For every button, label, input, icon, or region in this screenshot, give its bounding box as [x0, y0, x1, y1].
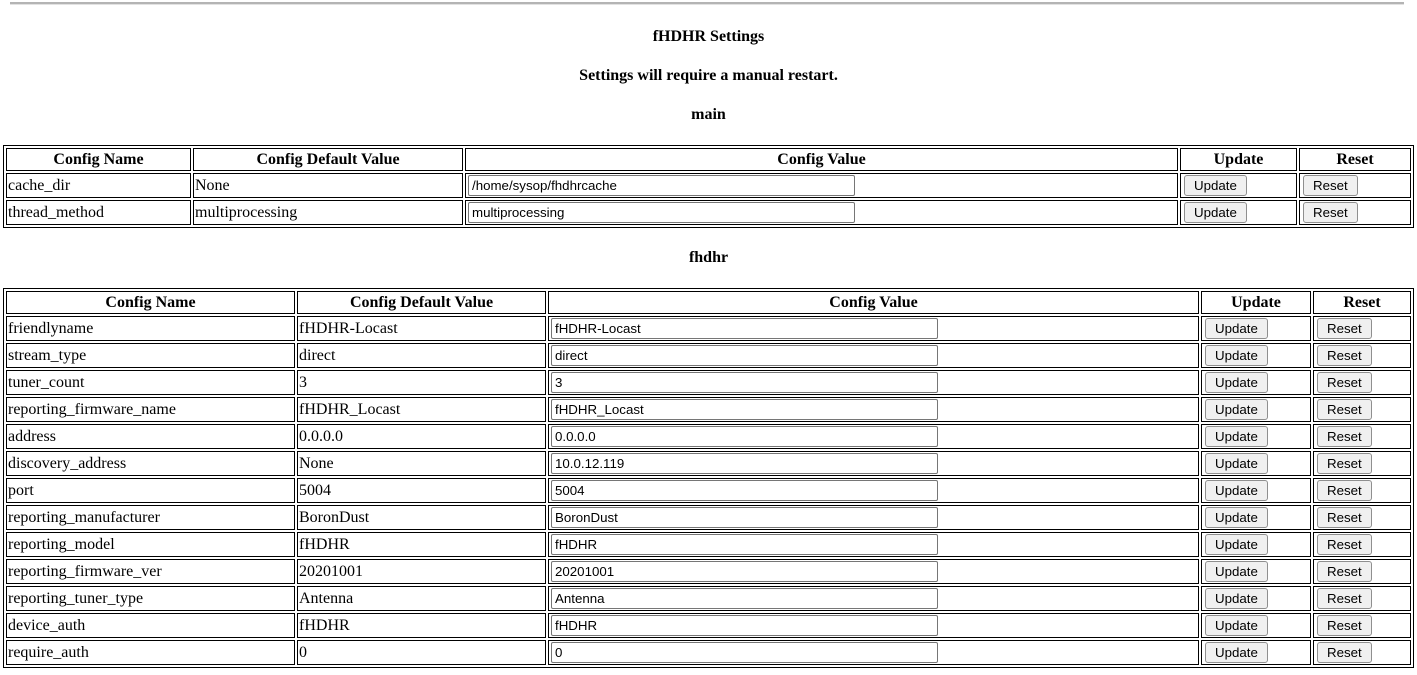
update-cell [1201, 478, 1311, 503]
reset-button[interactable]: Reset [1303, 202, 1358, 223]
config-value-input[interactable] [551, 426, 938, 447]
update-button[interactable]: Update [1205, 588, 1268, 609]
config-row [6, 451, 1411, 476]
config-default-cell: fHDHR-Locast [297, 316, 546, 341]
update-cell [1180, 173, 1297, 198]
config-default-cell: fHDHR [297, 613, 546, 638]
config-name-cell: reporting_manufacturer [6, 505, 295, 530]
config-value-cell [548, 586, 1199, 611]
update-button[interactable]: Update [1205, 480, 1268, 501]
config-value-input[interactable] [551, 399, 938, 420]
reset-button[interactable]: Reset [1317, 642, 1372, 663]
config-value-cell [548, 343, 1199, 368]
config-row [6, 505, 1411, 530]
config-default-cell: fHDHR_Locast [297, 397, 546, 422]
reset-button[interactable]: Reset [1317, 426, 1372, 447]
restart-notice: Settings will require a manual restart. [579, 67, 838, 84]
reset-button[interactable]: Reset [1317, 399, 1372, 420]
update-button[interactable]: Update [1205, 426, 1268, 447]
reset-button[interactable]: Reset [1317, 507, 1372, 528]
update-button[interactable]: Update [1205, 642, 1268, 663]
config-default-cell: 20201001 [297, 559, 546, 584]
config-default-cell: Antenna [297, 586, 546, 611]
column-header-update: Update [1201, 291, 1311, 314]
update-button[interactable]: Update [1205, 399, 1268, 420]
update-button[interactable]: Update [1205, 453, 1268, 474]
config-value-input[interactable] [551, 588, 938, 609]
config-row [6, 559, 1411, 584]
config-default-cell: 0.0.0.0 [297, 424, 546, 449]
reset-cell [1313, 451, 1411, 476]
config-name-cell: tuner_count [6, 370, 295, 395]
config-default-cell: None [297, 451, 546, 476]
reset-button[interactable]: Reset [1317, 534, 1372, 555]
reset-cell [1313, 640, 1411, 665]
update-button[interactable]: Update [1184, 175, 1247, 196]
config-table [3, 145, 1414, 228]
update-button[interactable]: Update [1205, 534, 1268, 555]
reset-cell [1313, 586, 1411, 611]
reset-cell [1313, 559, 1411, 584]
config-value-input[interactable] [551, 561, 938, 582]
reset-button[interactable]: Reset [1317, 345, 1372, 366]
config-table-header-row [6, 148, 1411, 171]
reset-button[interactable]: Reset [1317, 453, 1372, 474]
config-row [6, 640, 1411, 665]
config-value-input[interactable] [551, 615, 938, 636]
config-value-cell [465, 200, 1178, 225]
update-button[interactable]: Update [1205, 372, 1268, 393]
config-table [3, 288, 1414, 668]
reset-cell [1313, 316, 1411, 341]
reset-button[interactable]: Reset [1317, 372, 1372, 393]
config-default-cell: BoronDust [297, 505, 546, 530]
reset-cell [1313, 505, 1411, 530]
column-header-config-value: Config Value [548, 291, 1199, 314]
column-header-reset: Reset [1313, 291, 1411, 314]
reset-button[interactable]: Reset [1317, 615, 1372, 636]
update-button[interactable]: Update [1205, 561, 1268, 582]
config-row [6, 173, 1411, 198]
config-value-input[interactable] [468, 202, 855, 223]
config-name-cell: thread_method [6, 200, 191, 225]
reset-button[interactable]: Reset [1317, 561, 1372, 582]
reset-cell [1313, 613, 1411, 638]
config-name-cell: address [6, 424, 295, 449]
reset-cell [1313, 424, 1411, 449]
config-name-cell: port [6, 478, 295, 503]
config-name-cell: reporting_tuner_type [6, 586, 295, 611]
config-name-cell: require_auth [6, 640, 295, 665]
config-default-cell: multiprocessing [193, 200, 463, 225]
reset-cell [1313, 397, 1411, 422]
reset-cell [1299, 173, 1411, 198]
update-cell [1201, 559, 1311, 584]
config-name-cell: stream_type [6, 343, 295, 368]
section-heading: fhdhr [688, 249, 729, 266]
config-value-input[interactable] [551, 480, 938, 501]
update-button[interactable]: Update [1205, 318, 1268, 339]
update-cell [1201, 424, 1311, 449]
update-cell [1201, 370, 1311, 395]
config-name-cell: cache_dir [6, 173, 191, 198]
update-cell [1201, 640, 1311, 665]
update-cell [1201, 397, 1311, 422]
config-row [6, 424, 1411, 449]
config-row [6, 532, 1411, 557]
config-name-cell: device_auth [6, 613, 295, 638]
browser-edge-line [10, 2, 1404, 5]
config-name-cell: reporting_firmware_ver [6, 559, 295, 584]
config-row [6, 586, 1411, 611]
config-default-cell: 0 [297, 640, 546, 665]
config-value-cell [548, 640, 1199, 665]
config-value-input[interactable] [551, 642, 938, 663]
column-header-default-value: Config Default Value [297, 291, 546, 314]
reset-cell [1313, 343, 1411, 368]
config-row [6, 343, 1411, 368]
config-value-cell [548, 532, 1199, 557]
reset-button[interactable]: Reset [1303, 175, 1358, 196]
settings-sections [3, 106, 1414, 668]
update-cell [1201, 316, 1311, 341]
config-value-input[interactable] [551, 372, 938, 393]
update-cell [1201, 505, 1311, 530]
config-row [6, 478, 1411, 503]
update-button[interactable]: Update [1205, 507, 1268, 528]
config-value-input[interactable] [551, 534, 938, 555]
config-default-cell: direct [297, 343, 546, 368]
update-cell [1201, 613, 1311, 638]
update-button[interactable]: Update [1184, 202, 1247, 223]
config-name-cell: reporting_model [6, 532, 295, 557]
column-header-config-name: Config Name [6, 148, 191, 171]
reset-cell [1299, 200, 1411, 225]
config-value-cell [548, 478, 1199, 503]
column-header-reset: Reset [1299, 148, 1411, 171]
config-value-input[interactable] [551, 453, 938, 474]
config-default-cell: 3 [297, 370, 546, 395]
update-cell [1201, 586, 1311, 611]
config-default-cell: None [193, 173, 463, 198]
reset-button[interactable]: Reset [1317, 588, 1372, 609]
page-title: fHDHR Settings [652, 28, 765, 45]
column-header-update: Update [1180, 148, 1297, 171]
update-cell [1201, 451, 1311, 476]
config-row [6, 397, 1411, 422]
config-value-cell [548, 505, 1199, 530]
reset-cell [1313, 370, 1411, 395]
config-value-input[interactable] [551, 507, 938, 528]
reset-cell [1313, 478, 1411, 503]
config-row [6, 200, 1411, 225]
update-button[interactable]: Update [1205, 345, 1268, 366]
config-name-cell: discovery_address [6, 451, 295, 476]
config-value-input[interactable] [551, 318, 938, 339]
config-value-cell [548, 316, 1199, 341]
update-button[interactable]: Update [1205, 615, 1268, 636]
config-name-cell: friendlyname [6, 316, 295, 341]
config-value-cell [548, 370, 1199, 395]
reset-button[interactable]: Reset [1317, 318, 1372, 339]
config-row [6, 370, 1411, 395]
config-value-input[interactable] [468, 175, 855, 196]
column-header-config-name: Config Name [6, 291, 295, 314]
reset-button[interactable]: Reset [1317, 480, 1372, 501]
config-default-cell: fHDHR [297, 532, 546, 557]
config-value-input[interactable] [551, 345, 938, 366]
update-cell [1201, 532, 1311, 557]
config-value-cell [465, 173, 1178, 198]
update-cell [1180, 200, 1297, 225]
config-value-cell [548, 424, 1199, 449]
column-header-config-value: Config Value [465, 148, 1178, 171]
config-row [6, 316, 1411, 341]
config-value-cell [548, 397, 1199, 422]
column-header-default-value: Config Default Value [193, 148, 463, 171]
config-default-cell: 5004 [297, 478, 546, 503]
config-name-cell: reporting_firmware_name [6, 397, 295, 422]
config-value-cell [548, 451, 1199, 476]
config-row [6, 613, 1411, 638]
update-cell [1201, 343, 1311, 368]
section-heading: main [691, 106, 726, 123]
config-table-header-row [6, 291, 1411, 314]
config-value-cell [548, 613, 1199, 638]
config-value-cell [548, 559, 1199, 584]
reset-cell [1313, 532, 1411, 557]
